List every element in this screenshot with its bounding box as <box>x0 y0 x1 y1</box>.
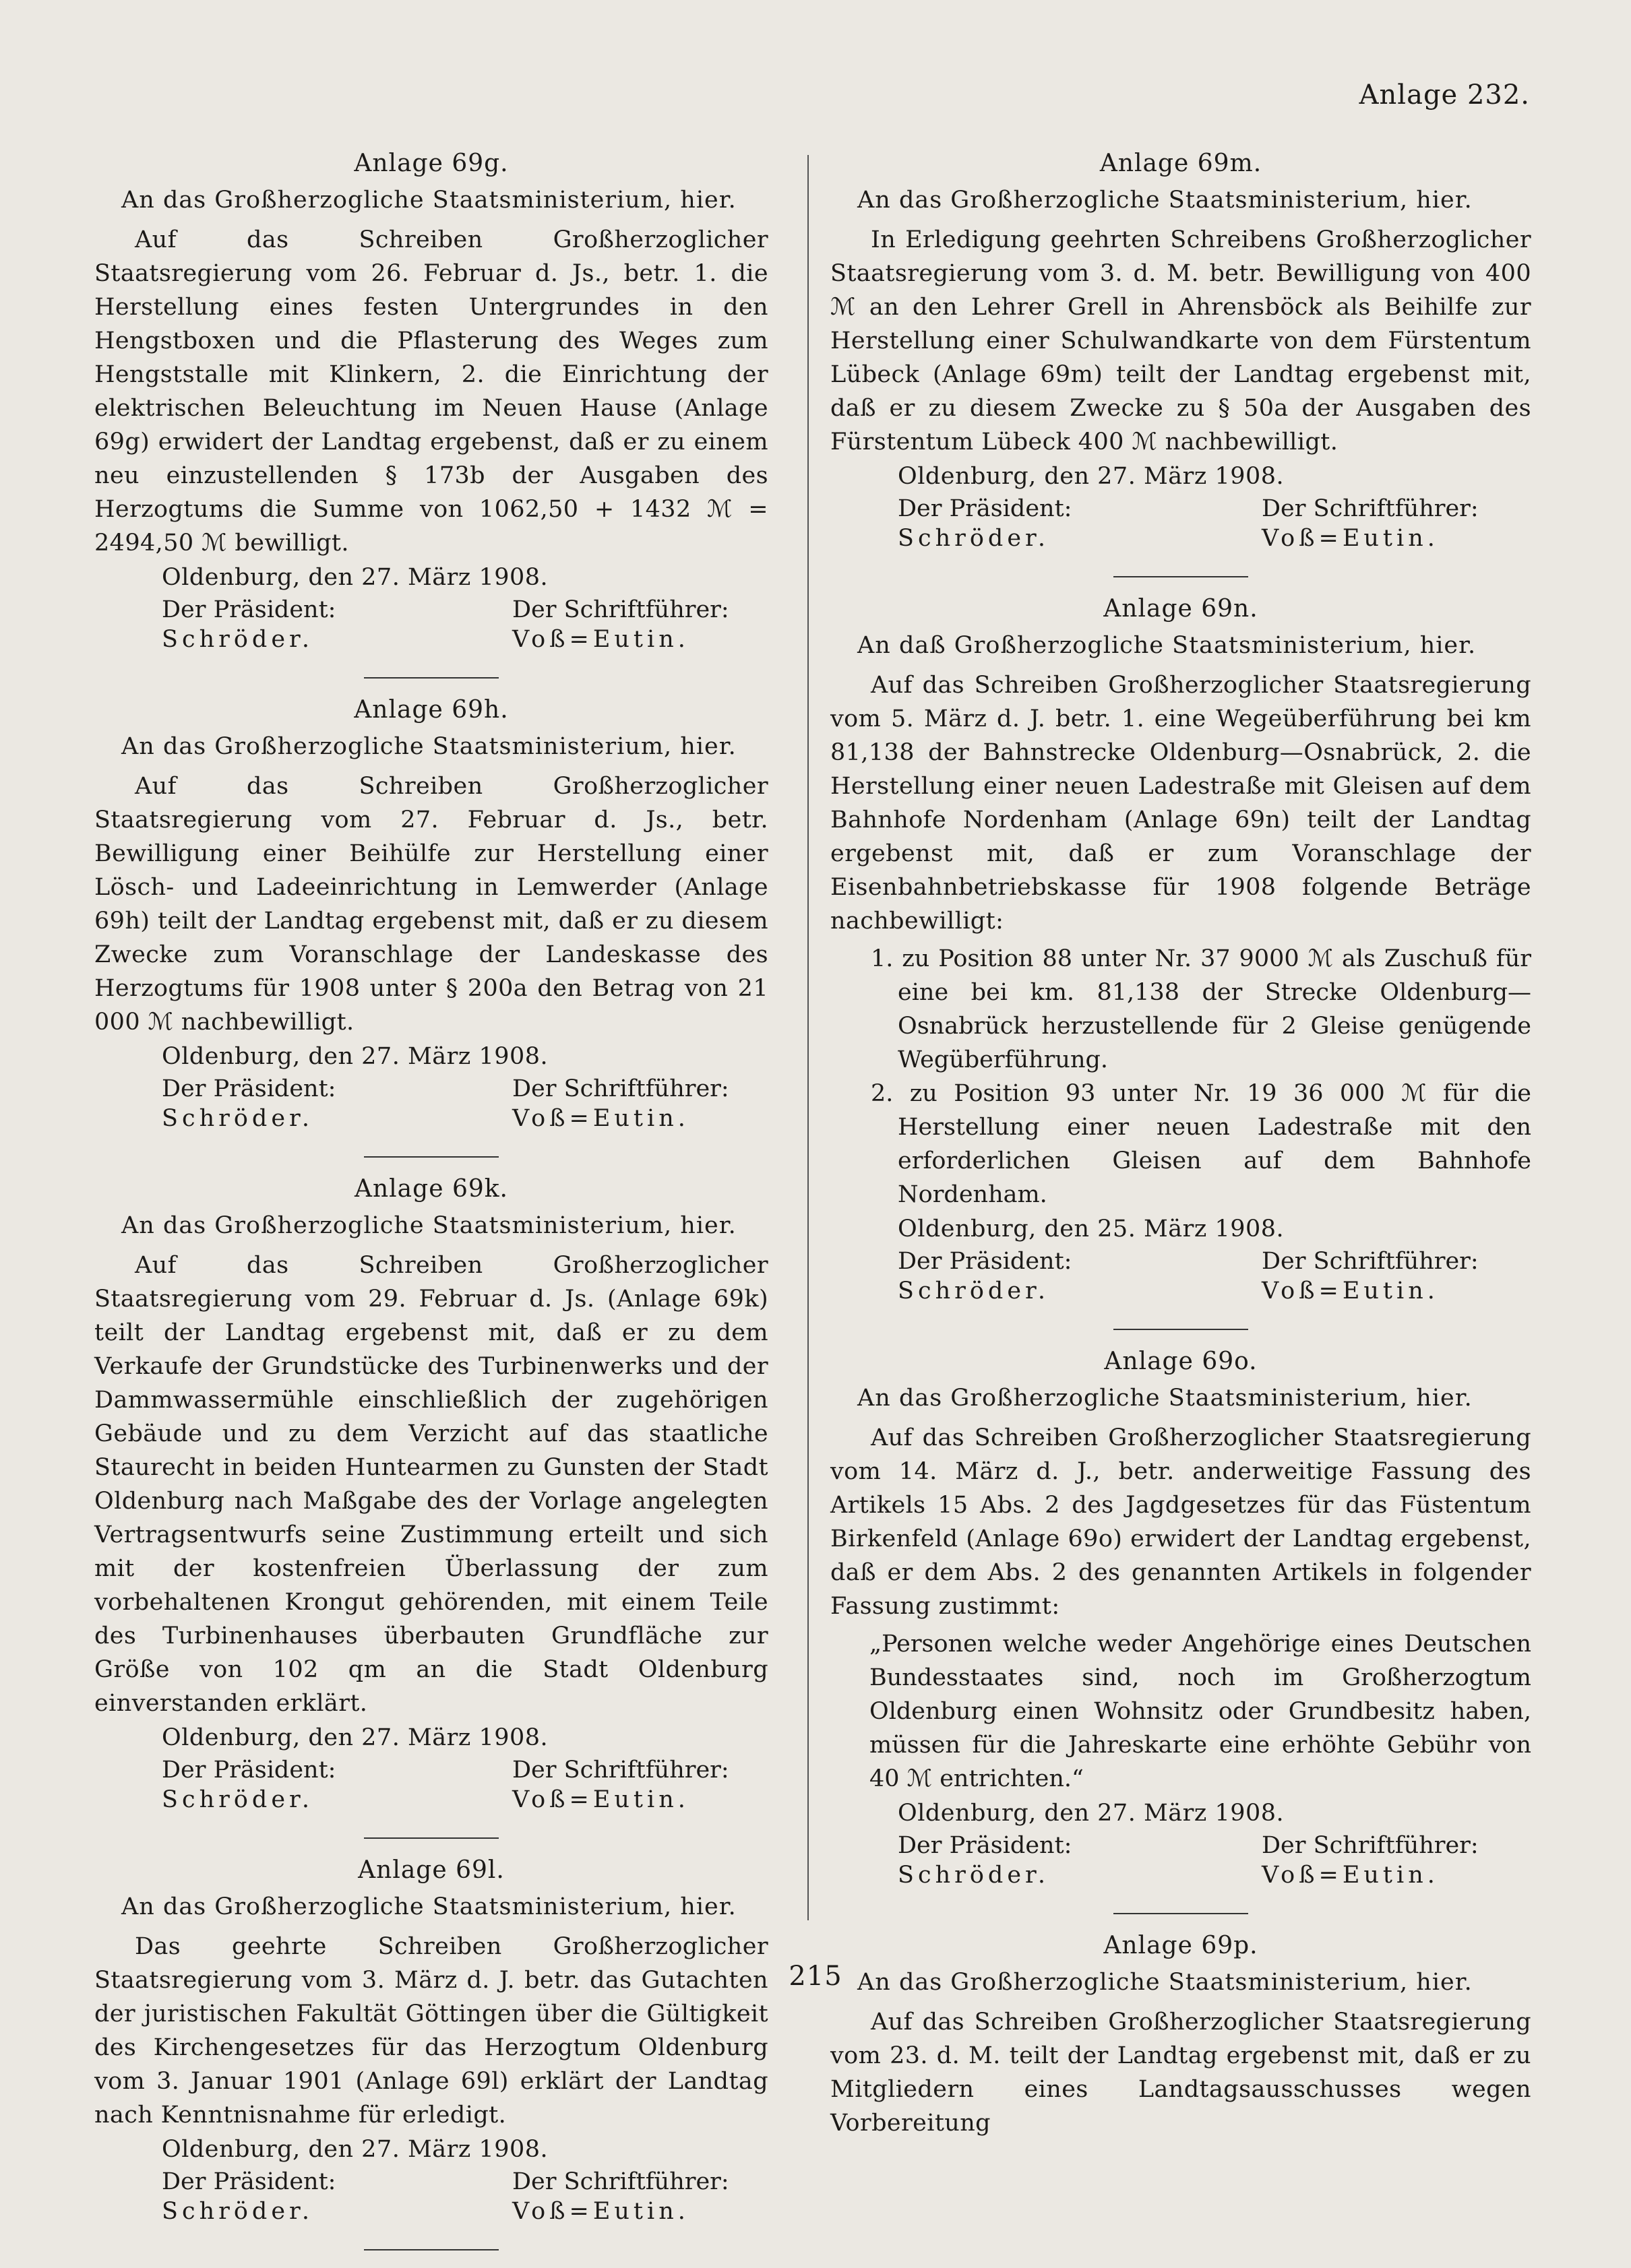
section-divider <box>1113 1329 1248 1330</box>
section-heading: Anlage 69p. <box>1103 1932 1258 1959</box>
president-name: Schröder. <box>162 626 314 653</box>
page-number: 215 <box>789 1961 842 1992</box>
secretary-name: Voß=Eutin. <box>512 1786 689 1813</box>
secretary-label: Der Schriftführer: <box>512 1075 729 1102</box>
resolution-section <box>94 150 768 654</box>
section-address: An das Großherzogliche Staatsministerium, hier. <box>121 733 737 760</box>
date-line: Oldenburg, den 27. März 1908. <box>162 1043 549 1070</box>
resolution-section <box>830 1348 1531 1890</box>
section-heading: Anlage 69h. <box>354 696 509 724</box>
body-paragraph: Auf das Schreiben Großherzoglicher Staatsregierung vom 23. d. M. teilt der Landtag ergebenst mit, daß er zu Mitgliedern eines Landtagsausschusses wegen Vorbereitung <box>830 2009 1531 2137</box>
president-name: Schröder. <box>898 525 1050 552</box>
president-name: Schröder. <box>162 2198 314 2225</box>
section-address: An das Großherzogliche Staatsministerium, hier. <box>121 1212 737 1239</box>
date-line: Oldenburg, den 27. März 1908. <box>898 1800 1285 1827</box>
secretary-name: Voß=Eutin. <box>512 1105 689 1132</box>
section-address: An das Großherzogliche Staatsministerium, hier. <box>857 187 1473 214</box>
president-label: Der Präsident: <box>162 596 336 623</box>
signature-block <box>94 595 768 654</box>
body-paragraph: Auf das Schreiben Großherzoglicher Staatsregierung vom 14. März d. J., betr. anderweitige Fassung des Artikels 15 Abs. 2 des Jagdgesetzes für das Füstentum Birkenfeld (Anlage 69o) erwidert der Landtag ergebenst, daß er dem Abs. 2 des genannten Artikels in folgender Fassung zustimmt: <box>830 1424 1531 1620</box>
section-address: An das Großherzogliche Staatsministerium, hier. <box>121 187 737 214</box>
section-divider <box>364 1837 499 1839</box>
secretary-label: Der Schriftführer: <box>1262 1248 1479 1275</box>
secretary-label: Der Schriftführer: <box>1262 1832 1479 1859</box>
date-line: Oldenburg, den 27. März 1908. <box>898 463 1285 490</box>
secretary-label: Der Schriftführer: <box>512 596 729 623</box>
president-label: Der Präsident: <box>898 1832 1072 1859</box>
secretary-name: Voß=Eutin. <box>1262 525 1439 552</box>
section-divider <box>1113 576 1248 577</box>
resolution-section <box>94 696 768 1133</box>
president-name: Schröder. <box>162 1105 314 1132</box>
section-address: An das Großherzogliche Staatsministerium, hier. <box>121 1893 737 1920</box>
date-line: Oldenburg, den 25. März 1908. <box>898 1216 1285 1242</box>
body-paragraph: Auf das Schreiben Großherzoglicher Staatsregierung vom 27. Februar d. Js., betr. Bewilligung einer Beihülfe zur Herstellung einer Lösch- und Ladeeinrichtung in Lemwerder (Anlage 69h) teilt der Landtag ergebenst mit, daß er zu diesem Zwecke zum Voranschlage der Landeskasse des Herzogtums für 1908 unter § 200a den Betrag von 21 000 ℳ nachbewilligt. <box>94 773 768 1036</box>
signature-block <box>94 1074 768 1133</box>
secretary-label: Der Schriftführer: <box>512 2168 729 2195</box>
resolution-section <box>830 150 1531 553</box>
resolution-section <box>94 1175 768 1815</box>
date-line: Oldenburg, den 27. März 1908. <box>162 1724 549 1751</box>
president-name: Schröder. <box>898 1278 1050 1304</box>
president-label: Der Präsident: <box>898 495 1072 522</box>
item-list <box>830 942 1531 1211</box>
section-divider <box>364 677 499 679</box>
body-paragraph: Auf das Schreiben Großherzoglicher Staatsregierung vom 29. Februar d. Js. (Anlage 69k) teilt der Landtag ergebenst mit, daß er zu dem Verkaufe der Grundstücke des Turbinenwerks und der Dammwassermühle einschließlich der zugehörigen Gebäude und zu dem Verzicht auf das staatliche Staurecht in beiden Huntearmen zu Gunsten der Stadt Oldenburg nach Maßgabe des der Vorlage angelegten Vertragsentwurfs seine Zustimmung erteilt und sich mit der kostenfreien Überlassung der zum vorbehaltenen Krongut gehörenden, mit einem Teile des Turbinenhauses überbauten Grundfläche zur Größe von 102 qm an die Stadt Oldenburg einverstanden erklärt. <box>94 1252 768 1717</box>
section-heading: Anlage 69g. <box>354 150 509 177</box>
president-name: Schröder. <box>898 1862 1050 1889</box>
section-divider <box>1113 1913 1248 1914</box>
signature-block <box>830 494 1531 553</box>
right-column <box>830 150 1531 2163</box>
secretary-label: Der Schriftführer: <box>1262 495 1479 522</box>
column-divider <box>807 155 809 1920</box>
president-label: Der Präsident: <box>898 1248 1072 1275</box>
resolution-section <box>830 595 1531 1306</box>
signature-block <box>94 1755 768 1815</box>
secretary-name: Voß=Eutin. <box>1262 1862 1439 1889</box>
page-header: Anlage 232. <box>1359 80 1530 111</box>
signature-block <box>830 1831 1531 1890</box>
list-item: 1. zu Position 88 unter Nr. 37 9000 ℳ als Zuschuß für eine bei km. 81,138 der Strecke Oldenburg—Osnabrück herzustellende für 2 Gleise genügende Wegüberführung. <box>871 945 1531 1073</box>
section-heading: Anlage 69l. <box>358 1856 505 1884</box>
president-label: Der Präsident: <box>162 2168 336 2195</box>
section-divider <box>364 1156 499 1158</box>
section-address: An das Großherzogliche Staatsministerium, hier. <box>857 1385 1473 1412</box>
president-name: Schröder. <box>162 1786 314 1813</box>
secretary-name: Voß=Eutin. <box>1262 1278 1439 1304</box>
body-paragraph: In Erledigung geehrten Schreibens Großherzoglicher Staatsregierung vom 3. d. M. betr. Bewilligung von 400 ℳ an den Lehrer Grell in Ahrensböck als Beihilfe zur Herstellung einer Schulwandkarte von dem Fürstentum Lübeck (Anlage 69m) teilt der Landtag ergebenst mit, daß er zu diesem Zwecke zu § 50a der Ausgaben des Fürstentum Lübeck 400 ℳ nachbewilligt. <box>830 226 1531 455</box>
resolution-section <box>94 1856 768 2226</box>
section-address: An das Großherzogliche Staatsministerium, hier. <box>857 1969 1473 1996</box>
list-item: 2. zu Position 93 unter Nr. 19 36 000 ℳ für die Herstellung einer neuen Ladestraße mit den erforderlichen Gleisen auf dem Bahnhofe Nordenham. <box>871 1080 1531 1208</box>
body-paragraph: Auf das Schreiben Großherzoglicher Staatsregierung vom 26. Februar d. Js., betr. 1. die Herstellung eines festen Untergrundes in den Hengstboxen und die Pflasterung des Weges zum Hengststalle mit Klinkern, 2. die Einrichtung der elektrischen Beleuchtung im Neuen Hause (Anlage 69g) erwidert der Landtag ergebenst, daß er zu einem neu einzustellenden § 173b der Ausgaben des Herzogtums die Summe von 1062,50 + 1432 ℳ = 2494,50 ℳ bewilligt. <box>94 226 768 557</box>
secretary-label: Der Schriftführer: <box>512 1757 729 1784</box>
section-heading: Anlage 69o. <box>1104 1348 1258 1375</box>
section-heading: Anlage 69m. <box>1099 150 1262 177</box>
secretary-name: Voß=Eutin. <box>512 2198 689 2225</box>
president-label: Der Präsident: <box>162 1075 336 1102</box>
body-paragraph: Auf das Schreiben Großherzoglicher Staatsregierung vom 5. März d. J. betr. 1. eine Wegeüberführung bei km 81,138 der Bahnstrecke Oldenburg—Osnabrück, 2. die Herstellung einer neuen Ladestraße mit Gleisen auf dem Bahnhofe Nordenham (Anlage 69n) teilt der Landtag ergebenst mit, daß er zum Voranschlage der Eisenbahnbetriebskasse für 1908 folgende Beträge nachbewilligt: <box>830 672 1531 935</box>
secretary-name: Voß=Eutin. <box>512 626 689 653</box>
date-line: Oldenburg, den 27. März 1908. <box>162 2136 549 2163</box>
body-paragraph: Das geehrte Schreiben Großherzoglicher Staatsregierung vom 3. März d. J. betr. das Gutachten der juristischen Fakultät Göttingen über die Gültigkeit des Kirchengesetzes für das Herzogtum Oldenburg vom 3. Januar 1901 (Anlage 69l) erklärt der Landtag nach Kenntnisnahme für erledigt. <box>94 1933 768 2129</box>
signature-block <box>830 1247 1531 1306</box>
signature-block <box>94 2167 768 2226</box>
quoted-text: „Personen welche weder Angehörige eines Deutschen Bundesstaates sind, noch im Großherzogtum Oldenburg einen Wohnsitz oder Grundbesitz haben, müssen für die Jahreskarte eine erhöhte Gebühr von 40 ℳ entrichten.“ <box>869 1631 1531 1792</box>
section-address: An daß Großherzogliche Staatsministerium, hier. <box>857 632 1477 659</box>
section-heading: Anlage 69k. <box>354 1175 509 1203</box>
left-column <box>94 150 768 2268</box>
date-line: Oldenburg, den 27. März 1908. <box>162 564 549 591</box>
section-heading: Anlage 69n. <box>1103 595 1258 623</box>
president-label: Der Präsident: <box>162 1757 336 1784</box>
section-divider <box>364 2249 499 2250</box>
